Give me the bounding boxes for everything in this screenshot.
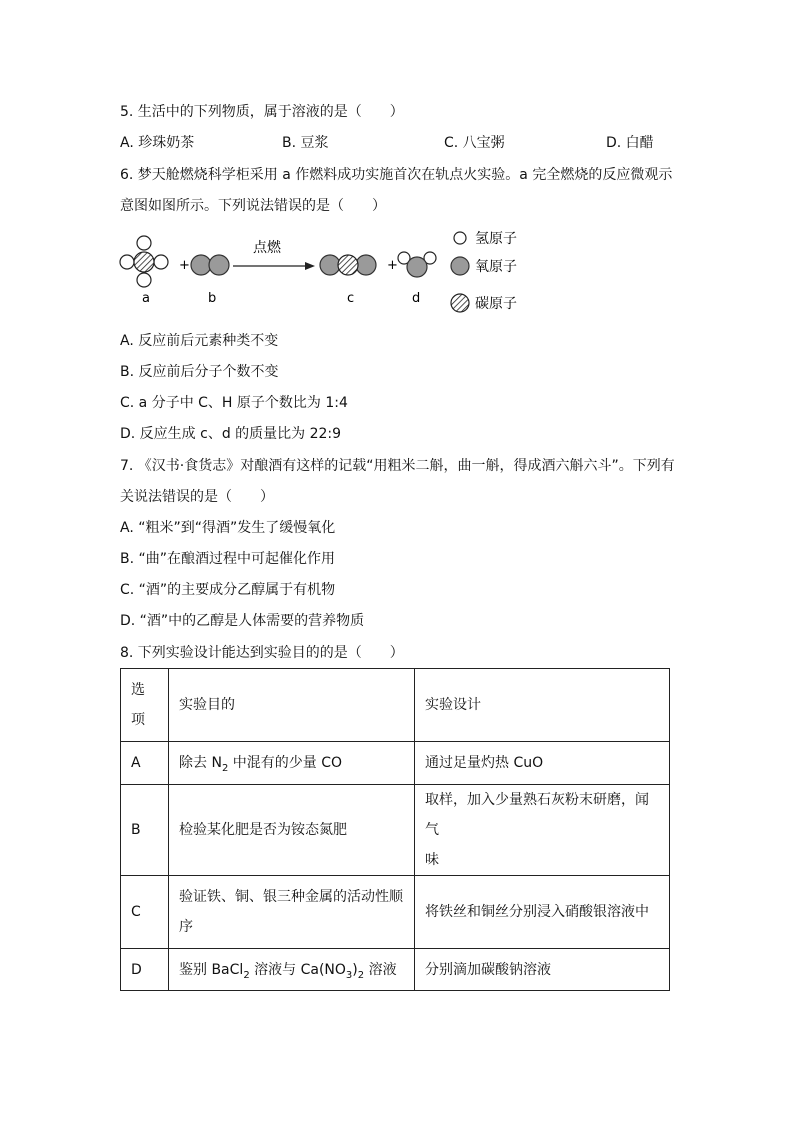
row-c-purpose-line1: 验证铁、铜、银三种金属的活动性顺 — [179, 889, 403, 905]
row-b-design-line1: 取样，加入少量熟石灰粉末研磨，闻气 — [425, 792, 649, 838]
row-d-purpose — [169, 949, 415, 991]
table-row — [121, 949, 670, 991]
molecule-b — [191, 255, 229, 275]
molecule-d — [398, 252, 436, 277]
row-d-purpose-post: 溶液 — [364, 961, 397, 978]
table-header-row — [121, 669, 670, 742]
row-a-option: A — [121, 742, 169, 785]
molecule-a — [120, 236, 168, 287]
q6-option-a: A. 反应前后元素种类不变 — [120, 333, 279, 349]
legend-oxygen: 氧原子 — [475, 259, 517, 275]
q5-option-d: D. 白醋 — [606, 135, 654, 151]
row-d-purpose-sub3: 2 — [357, 969, 365, 981]
experiment-table — [120, 668, 670, 991]
row-d-purpose-close: ) — [352, 961, 358, 978]
reaction-condition: 点燃 — [253, 240, 281, 256]
q7-option-d: D. “酒”中的乙醇是人体需要的营养物质 — [120, 613, 365, 629]
row-b-option: B — [121, 785, 169, 876]
plus-sign-2: + — [387, 258, 398, 273]
label-a: a — [142, 291, 150, 306]
row-b-design — [415, 785, 670, 876]
q8-stem: 8. 下列实验设计能达到实验目的的是（ ） — [120, 645, 404, 661]
row-a-purpose-post: 中混有的少量 CO — [228, 755, 343, 771]
row-c-purpose-line2: 序 — [179, 919, 193, 935]
q6-option-b: B. 反应前后分子个数不变 — [120, 364, 279, 380]
row-a-purpose-sub: 2 — [221, 762, 229, 774]
row-b-purpose: 检验某化肥是否为铵态氮肥 — [169, 785, 415, 876]
hydrogen-atom-icon — [454, 232, 466, 244]
q6-stem-line2: 意图如图所示。下列说法错误的是（ ） — [120, 198, 386, 214]
row-d-option: D — [121, 949, 169, 991]
row-a-purpose-pre: 除去 N — [179, 755, 222, 771]
row-c-design: 将铁丝和铜丝分别浸入硝酸银溶液中 — [415, 876, 670, 949]
row-d-purpose-sub2: 3 — [345, 969, 353, 981]
plus-sign-1: + — [179, 258, 190, 273]
table-row — [121, 742, 670, 785]
row-d-purpose-pre: 鉴别 BaCl — [179, 961, 244, 978]
row-d-purpose-mid: 溶液与 Ca(NO — [249, 961, 346, 978]
table-row — [121, 785, 670, 876]
molecule-c — [320, 255, 376, 275]
row-c-purpose — [169, 876, 415, 949]
q5-option-c: C. 八宝粥 — [444, 135, 505, 151]
row-c-option: C — [121, 876, 169, 949]
label-c: c — [347, 291, 355, 306]
oxygen-atom-icon — [451, 257, 469, 275]
q5-option-b: B. 豆浆 — [282, 135, 329, 151]
legend-carbon: 碳原子 — [475, 296, 517, 312]
row-a-design: 通过足量灼热 CuO — [415, 742, 670, 785]
row-d-purpose-sub: 2 — [243, 969, 250, 981]
q7-stem-line2: 关说法错误的是（ ） — [120, 489, 274, 505]
q6-option-d: D. 反应生成 c、d 的质量比为 22:9 — [120, 426, 342, 442]
table-row — [121, 876, 670, 949]
header-design: 实验设计 — [415, 669, 670, 742]
q7-option-a: A. “粗米”到“得酒”发生了缓慢氧化 — [120, 520, 336, 536]
reaction-diagram — [115, 222, 535, 322]
label-d: d — [412, 291, 421, 306]
header-option-text: 选项 — [131, 682, 145, 728]
q5-stem: 5. 生活中的下列物质，属于溶液的是（ ） — [120, 104, 404, 120]
label-b: b — [208, 291, 217, 306]
q6-option-c: C. a 分子中 C、H 原子个数比为 1:4 — [120, 395, 348, 411]
legend-hydrogen: 氢原子 — [475, 231, 517, 247]
row-b-design-line2: 味 — [425, 852, 439, 868]
reaction-arrow — [233, 262, 315, 270]
header-option — [121, 669, 169, 742]
row-a-purpose — [169, 742, 415, 785]
legend — [451, 231, 517, 312]
carbon-atom-icon — [451, 294, 469, 312]
header-purpose: 实验目的 — [169, 669, 415, 742]
q7-option-b: B. “曲”在酿酒过程中可起催化作用 — [120, 551, 336, 567]
row-d-design: 分别滴加碳酸钠溶液 — [415, 949, 670, 991]
q5-option-a: A. 珍珠奶茶 — [120, 135, 195, 151]
q7-stem-line1: 7. 《汉书·食货志》对酿酒有这样的记载“用粗米二斛，曲一斛，得成酒六斛六斗”。下列有 — [120, 458, 675, 474]
q6-stem-line1: 6. 梦天舱燃烧科学柜采用 a 作燃料成功实施首次在轨点火实验。a 完全燃烧的反应微观示 — [120, 167, 673, 183]
q7-option-c: C. “酒”的主要成分乙醇属于有机物 — [120, 582, 336, 598]
